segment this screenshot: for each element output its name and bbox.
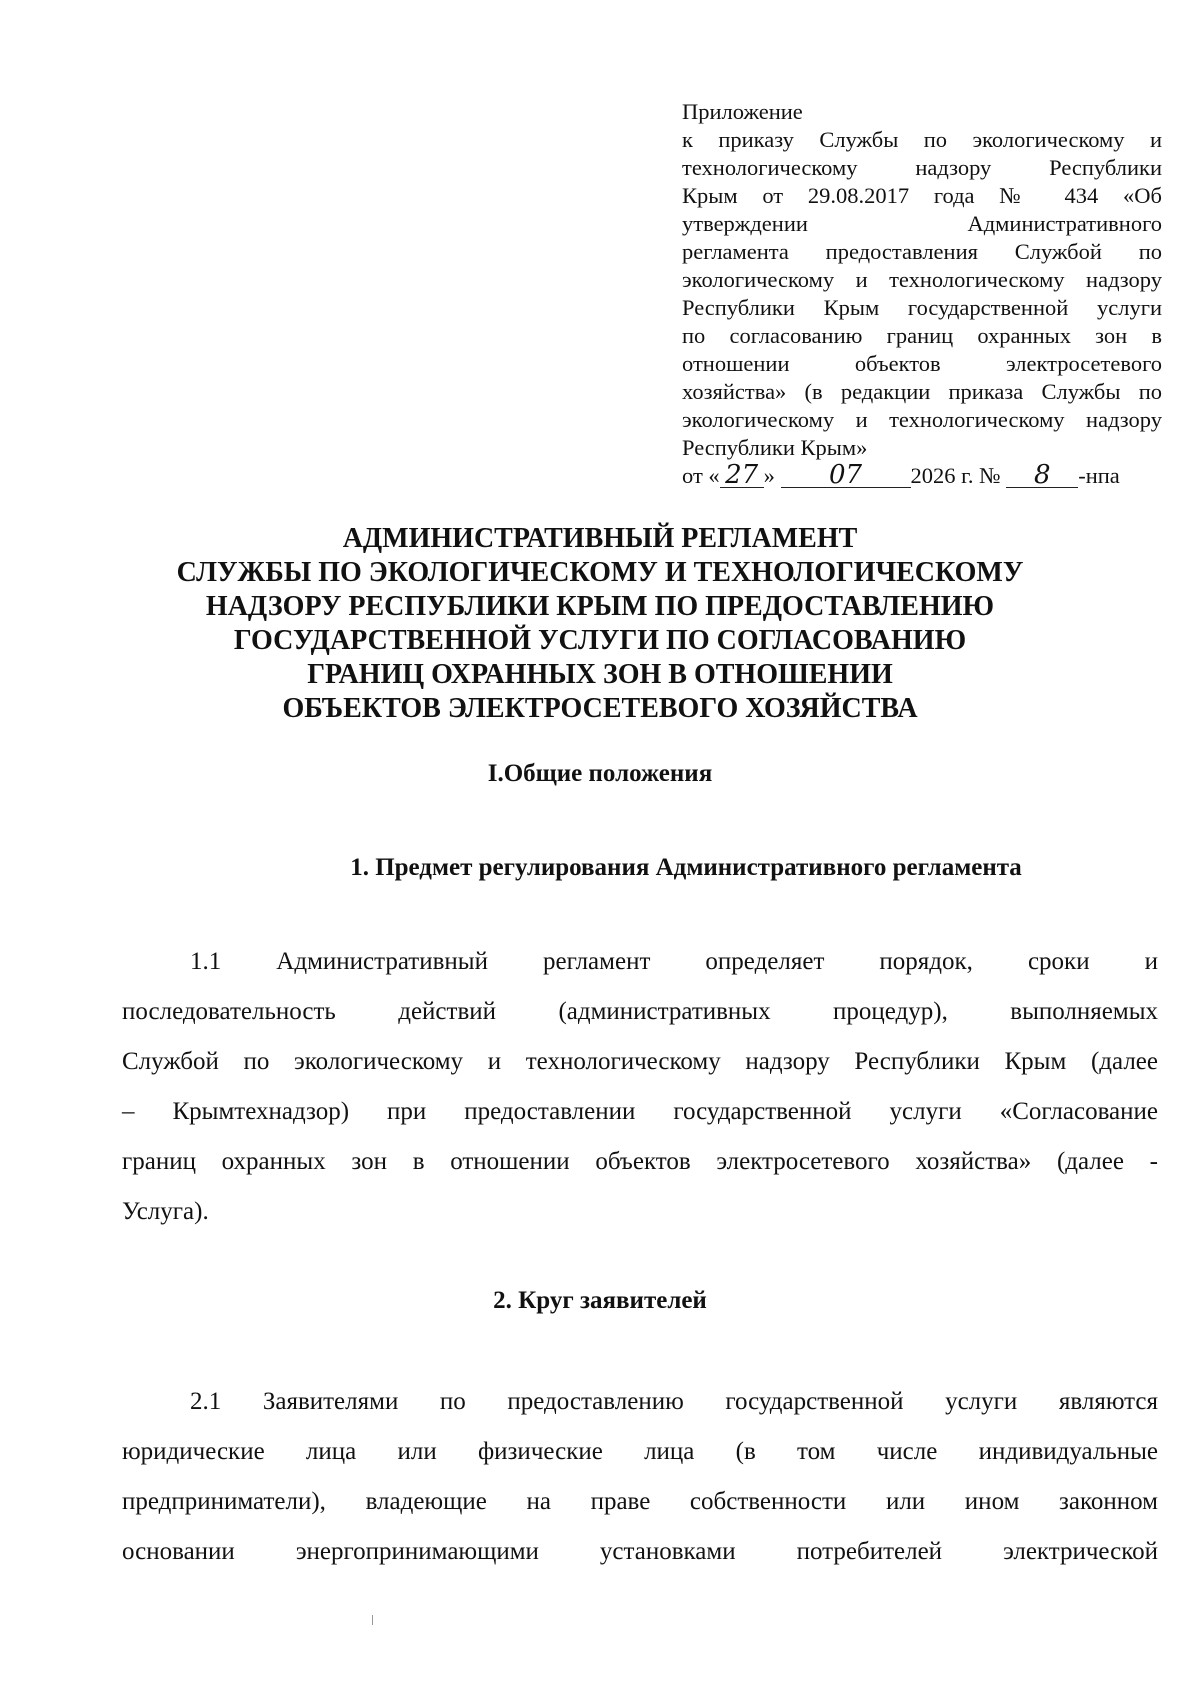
paragraph-line: 2.1 Заявителями по предоставлению государственной услуги являются [190,1388,1158,1415]
section-heading-applicants: 2. Круг заявителей [493,1287,707,1314]
date-year: 2026 г. № [910,463,1001,488]
appendix-line: по согласованию границ охранных зон в [682,323,1162,348]
appendix-line: технологическому надзору Республики [682,155,1162,180]
section-heading-general: I.Общие положения [487,760,713,787]
title-line: СЛУЖБЫ ПО ЭКОЛОГИЧЕСКОМУ И ТЕХНОЛОГИЧЕСКОМУ [176,557,1024,588]
section-heading-subject: 1. Предмет регулирования Административного регламента [350,854,1022,881]
appendix-line: экологическому и технологическому надзору [682,407,1162,432]
paragraph-line: – Крымтехнадзор) при предоставлении государственной услуги «Согласование [122,1098,1158,1125]
document-title [80,522,1120,726]
title-line: ГОСУДАРСТВЕННОЙ УСЛУГИ ПО СОГЛАСОВАНИЮ [233,625,967,656]
appendix-line: отношении объектов электросетевого [682,351,1162,376]
date-month: 07 [781,463,911,488]
appendix-line: регламента предоставления Службой по [682,239,1162,264]
title-line: НАДЗОРУ РЕСПУБЛИКИ КРЫМ ПО ПРЕДОСТАВЛЕНИЮ [205,591,995,622]
paragraph-line: 1.1 Административный регламент определяет порядок, сроки и [190,948,1158,975]
appendix-label: Приложение [682,99,803,124]
date-day: 27 [720,463,764,488]
title-line: ОБЪЕКТОВ ЭЛЕКТРОСЕТЕВОГО ХОЗЯЙСТВА [282,693,918,724]
appendix-line: Республики Крым государственной услуги [682,295,1162,320]
paragraph-line: последовательность действий (административных процедур), выполняемых [122,998,1158,1025]
appendix-line: к приказу Службы по экологическому и [682,127,1162,152]
paragraph-1-1 [122,937,1158,1237]
appendix-line: утверждении Административного [682,211,1162,236]
paragraph-line: предприниматели), владеющие на праве собственности или ином законном [122,1488,1158,1515]
date-prefix: от « [682,463,720,488]
order-suffix: -нпа [1078,463,1120,488]
appendix-line: Крым от 29.08.2017 года № 434 «Об [682,183,1162,208]
paragraph-line: юридические лица или физические лица (в том числе индивидуальные [122,1438,1158,1465]
title-line: АДМИНИСТРАТИВНЫЙ РЕГЛАМЕНТ [342,523,858,554]
order-number: 8 [1006,463,1078,488]
paragraph-line: Службой по экологическому и технологическому надзору Республики Крым (далее [122,1048,1158,1075]
order-date-line [682,462,1162,490]
title-line: ГРАНИЦ ОХРАННЫХ ЗОН В ОТНОШЕНИИ [307,659,893,690]
date-mid: » [763,463,775,488]
appendix-block [682,98,1162,490]
appendix-line: Республики Крым» [682,435,868,460]
paragraph-line: основании энергопринимающими установками потребителей электрической [122,1538,1158,1565]
paragraph-line: Услуга). [122,1198,209,1225]
appendix-line: хозяйства» (в редакции приказа Службы по [682,379,1162,404]
paragraph-2-1 [122,1377,1158,1577]
scan-mark [372,1615,373,1625]
appendix-line: экологическому и технологическому надзору [682,267,1162,292]
paragraph-line: границ охранных зон в отношении объектов электросетевого хозяйства» (далее - [122,1148,1158,1175]
